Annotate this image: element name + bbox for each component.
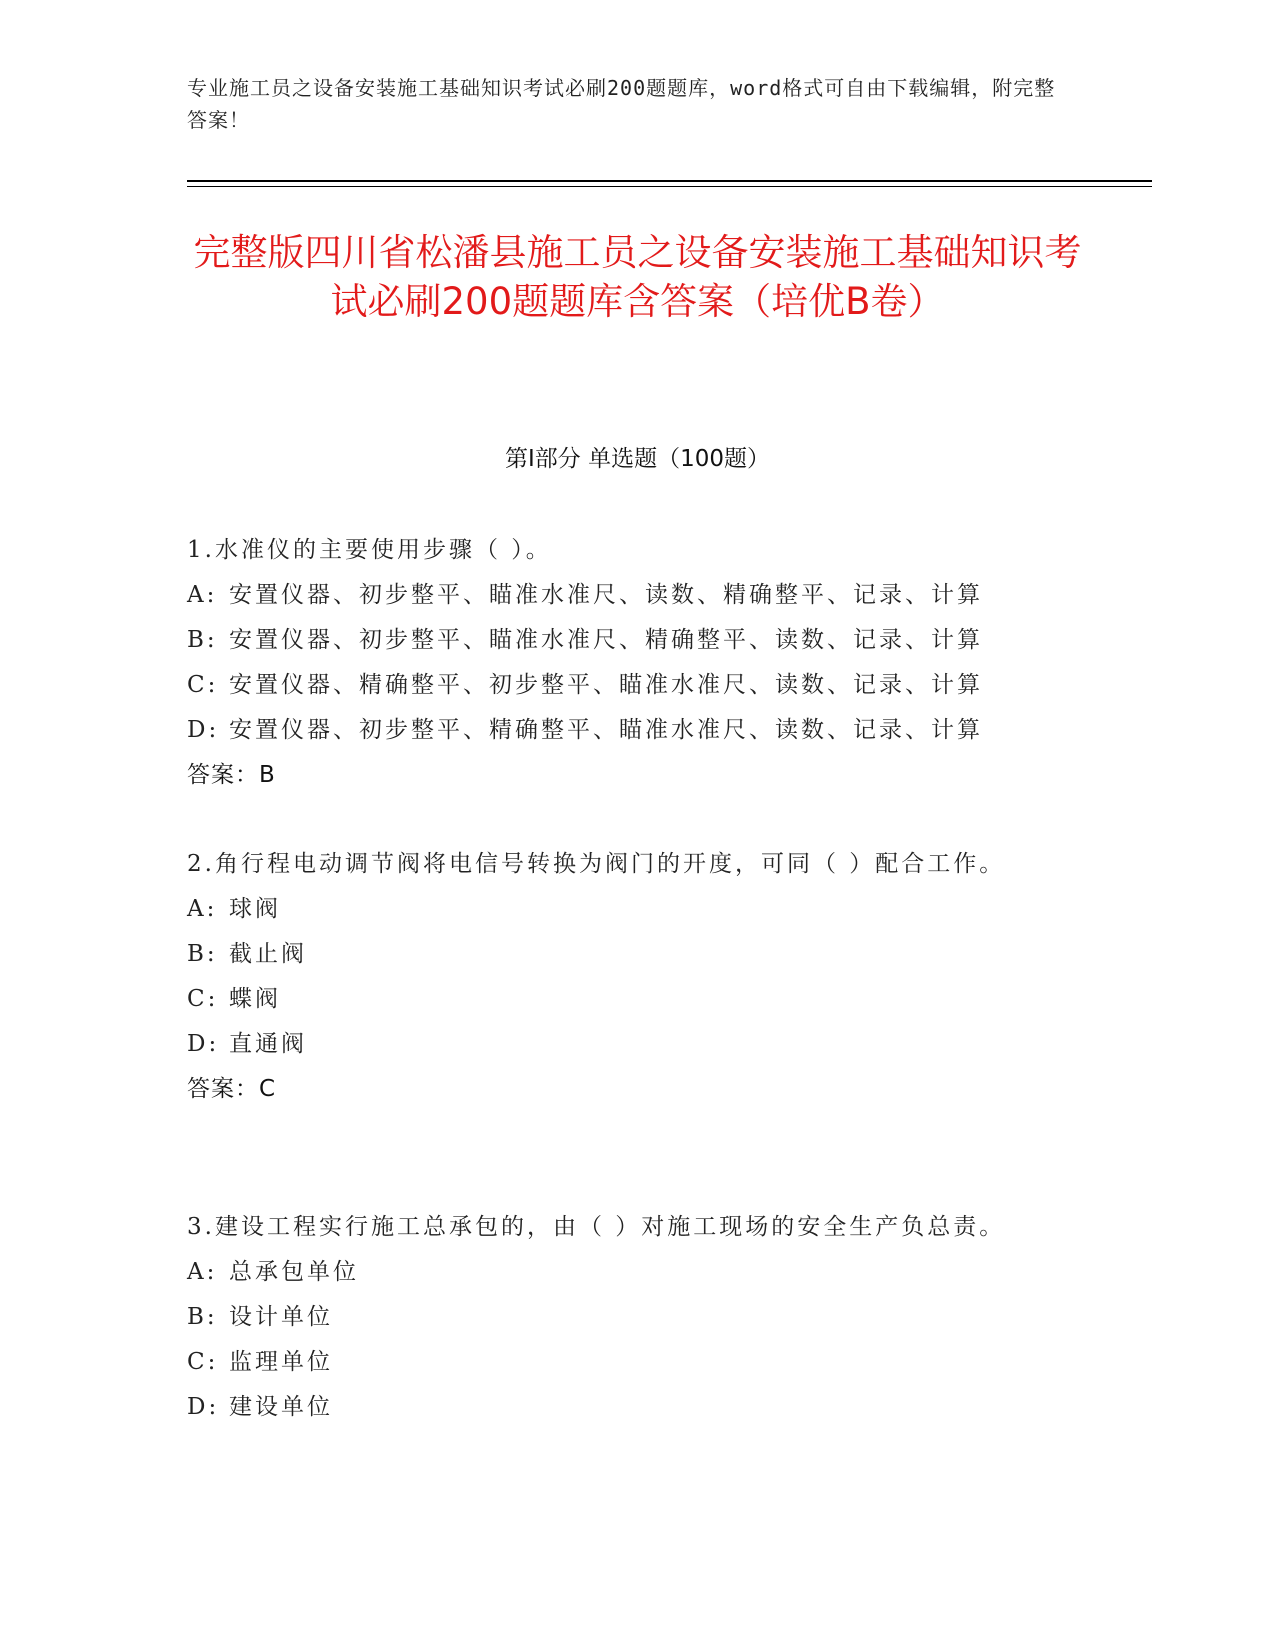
header-divider-thick	[187, 180, 1152, 182]
question-1	[187, 528, 1067, 798]
option-letter: D:	[187, 1031, 220, 1057]
question-stem: 3.建设工程实行施工总承包的，由（ ）对施工现场的安全生产负总责。	[187, 1214, 1006, 1240]
option-d	[187, 708, 1067, 753]
option-letter: C:	[187, 672, 219, 698]
option-text: 安置仪器、初步整平、精确整平、瞄准水准尺、读数、记录、计算	[229, 717, 983, 743]
option-text: 球阀	[229, 896, 281, 922]
option-b	[187, 932, 1067, 977]
option-letter: B:	[187, 941, 218, 967]
option-text: 截止阀	[229, 941, 307, 967]
option-a	[187, 887, 1067, 932]
option-letter: D:	[187, 1394, 220, 1420]
answer: 答案：C	[187, 1076, 277, 1102]
option-letter: A:	[187, 1259, 218, 1285]
option-text: 安置仪器、初步整平、瞄准水准尺、读数、精确整平、记录、计算	[229, 582, 983, 608]
option-letter: A:	[187, 896, 218, 922]
option-a	[187, 1250, 1067, 1295]
option-text: 安置仪器、精确整平、初步整平、瞄准水准尺、读数、记录、计算	[229, 672, 983, 698]
question-3	[187, 1205, 1067, 1430]
question-stem: 2.角行程电动调节阀将电信号转换为阀门的开度，可同（ ）配合工作。	[187, 851, 1006, 877]
option-b	[187, 618, 1067, 663]
option-text: 设计单位	[229, 1304, 333, 1330]
option-letter: C:	[187, 986, 219, 1012]
option-c	[187, 1340, 1067, 1385]
option-text: 建设单位	[229, 1394, 333, 1420]
option-text: 蝶阀	[229, 986, 281, 1012]
option-text: 安置仪器、初步整平、瞄准水准尺、精确整平、读数、记录、计算	[229, 627, 983, 653]
option-letter: B:	[187, 627, 218, 653]
header-note: 专业施工员之设备安装施工基础知识考试必刷200题题库，word格式可自由下载编辑，附完整答案！	[187, 76, 1056, 132]
option-c	[187, 663, 1067, 708]
question-2	[187, 842, 1067, 1112]
option-text: 监理单位	[229, 1349, 333, 1375]
section-heading: 第Ⅰ部分 单选题（100题）	[505, 446, 770, 472]
document-title: 完整版四川省松潘县施工员之设备安装施工基础知识考试必刷200题题库含答案（培优B卷）	[193, 231, 1082, 323]
option-text: 总承包单位	[229, 1259, 359, 1285]
option-c	[187, 977, 1067, 1022]
option-letter: D:	[187, 717, 220, 743]
answer: 答案：B	[187, 762, 276, 788]
option-b	[187, 1295, 1067, 1340]
option-d	[187, 1385, 1067, 1430]
header-divider-thin	[187, 186, 1152, 187]
question-stem: 1.水准仪的主要使用步骤（ ）。	[187, 537, 552, 563]
option-a	[187, 573, 1067, 618]
option-d	[187, 1022, 1067, 1067]
option-letter: C:	[187, 1349, 219, 1375]
option-letter: B:	[187, 1304, 218, 1330]
option-text: 直通阀	[229, 1031, 307, 1057]
option-letter: A:	[187, 582, 218, 608]
